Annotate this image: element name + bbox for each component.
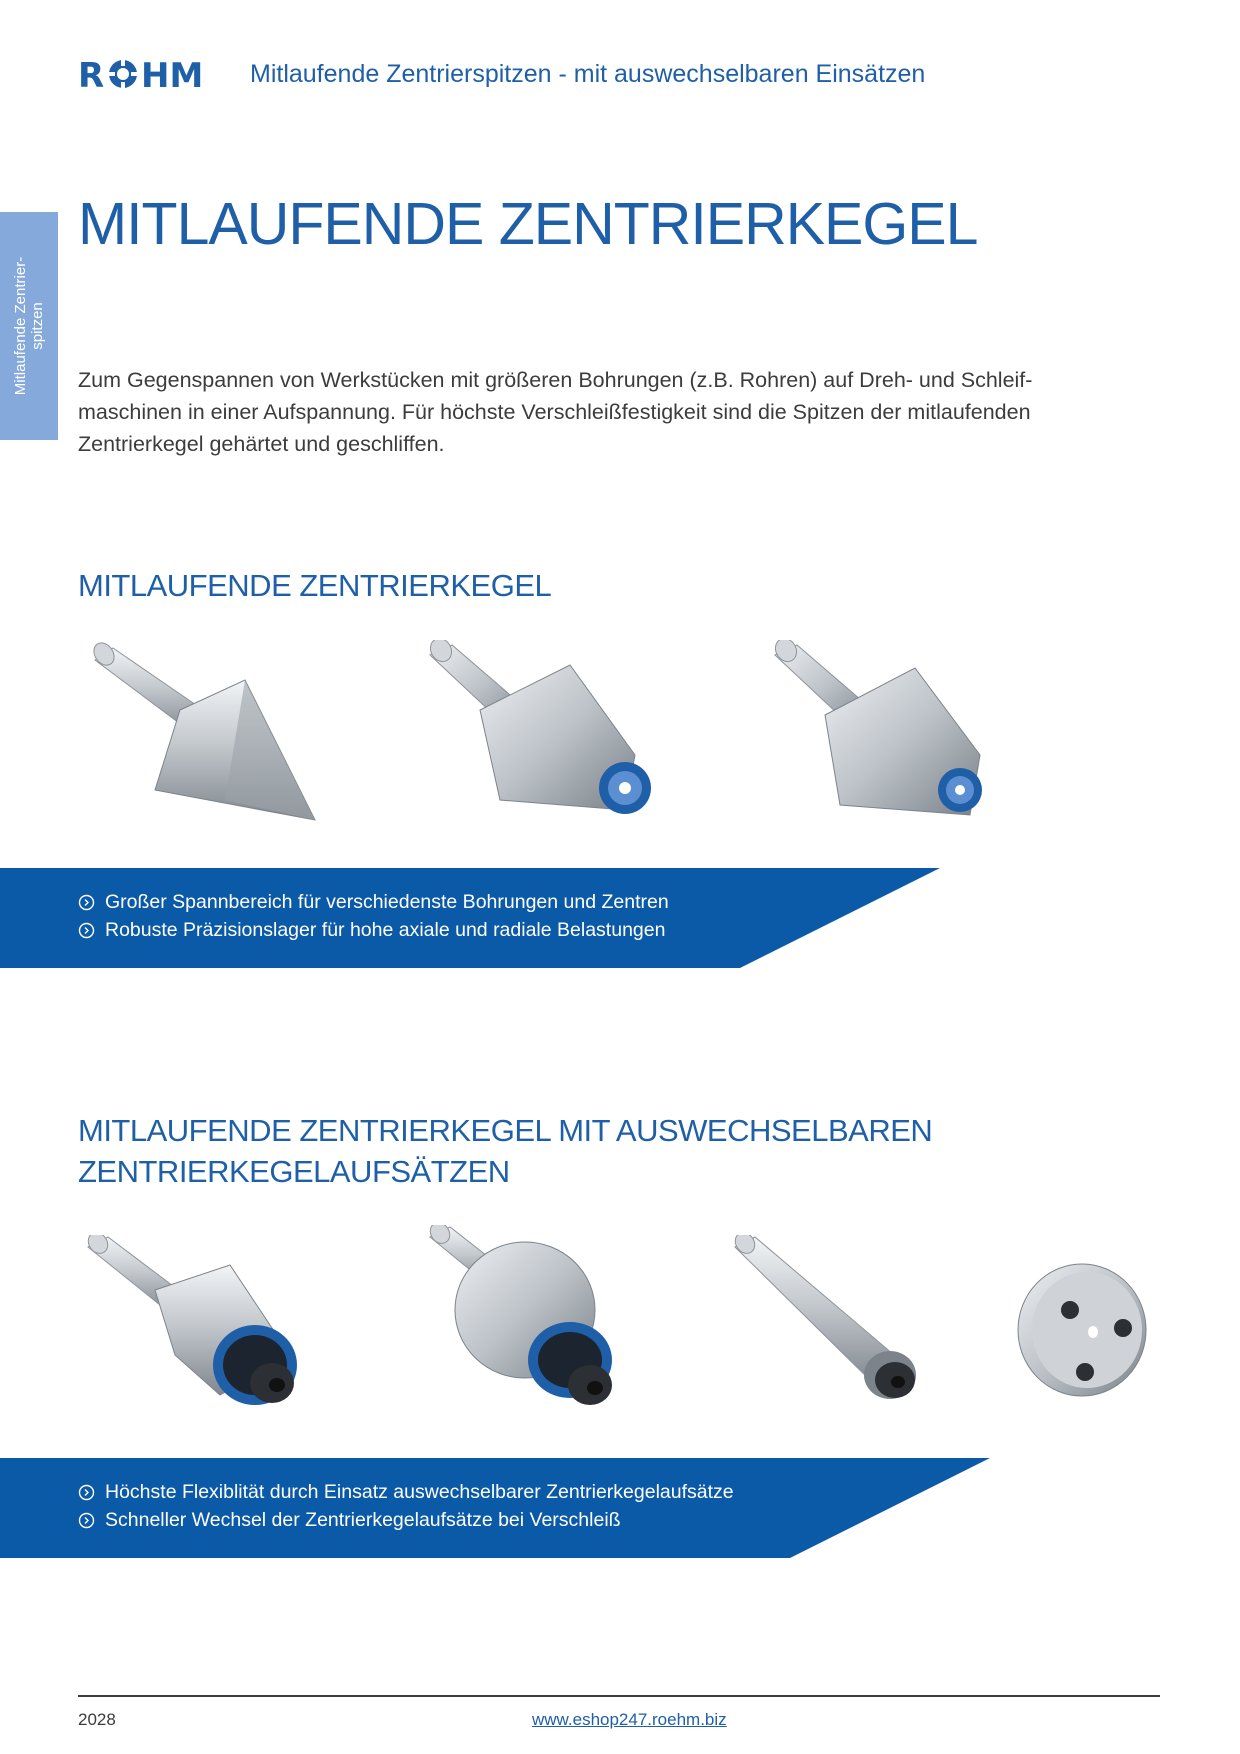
arrow-circle-icon xyxy=(78,1484,95,1501)
product-image-centering-cone-1 xyxy=(85,640,335,840)
page-title: MITLAUFENDE ZENTRIERKEGEL xyxy=(78,190,978,257)
feature-item: Robuste Präzisionslager für hohe axiale und radiale Belastungen xyxy=(78,916,669,944)
section2-title: MITLAUFENDE ZENTRIERKEGEL MIT AUSWECHSELBAREN ZENTRIERKEGELAUFSÄTZEN xyxy=(78,1113,933,1189)
page-number: 2028 xyxy=(78,1710,116,1729)
feature-banner-2 xyxy=(0,1458,940,1558)
side-tab[interactable] xyxy=(0,212,58,440)
product-image-adapter-plate xyxy=(1015,1260,1150,1400)
feature-item: Schneller Wechsel der Zentrierkegelaufsätze bei Verschleiß xyxy=(78,1506,734,1534)
header-title: Mitlaufende Zentrierspitzen - mit auswechselbaren Einsätzen xyxy=(250,60,926,88)
arrow-circle-icon xyxy=(78,894,95,911)
arrow-circle-icon xyxy=(78,1512,95,1529)
footer-divider xyxy=(78,1695,1160,1697)
product-image-live-center-1 xyxy=(80,1235,320,1425)
svg-text:HM: HM xyxy=(141,56,204,93)
section1-title: MITLAUFENDE ZENTRIERKEGEL xyxy=(78,568,552,603)
feature-banner-1 xyxy=(0,868,940,968)
feature-item: Großer Spannbereich für verschiedenste Bohrungen und Zentren xyxy=(78,888,669,916)
product-image-centering-cone-3 xyxy=(765,640,1035,850)
intro-text: Zum Gegenspannen von Werkstücken mit größeren Bohrungen (z.B. Rohren) auf Dreh- und Schleif- maschinen in einer Aufspannung. Für höchste Verschleißfestigkeit sind die Spitzen der mitlaufenden Zentrierkegel gehärtet und geschliffen. xyxy=(78,368,1033,456)
feature-item: Höchste Flexiblität durch Einsatz auswechselbarer Zentrierkegelaufsätze xyxy=(78,1478,734,1506)
product-image-live-center-2 xyxy=(425,1225,655,1430)
product-image-arbor-insert xyxy=(730,1235,930,1420)
arrow-circle-icon xyxy=(78,922,95,939)
roehm-logo[interactable] xyxy=(78,55,218,93)
svg-text:R: R xyxy=(78,56,106,93)
product-image-centering-cone-2 xyxy=(420,640,690,850)
side-tab-label: Mitlaufende Zentrier- spitzen xyxy=(12,256,46,396)
eshop-link[interactable]: www.eshop247.roehm.biz xyxy=(532,1710,727,1729)
